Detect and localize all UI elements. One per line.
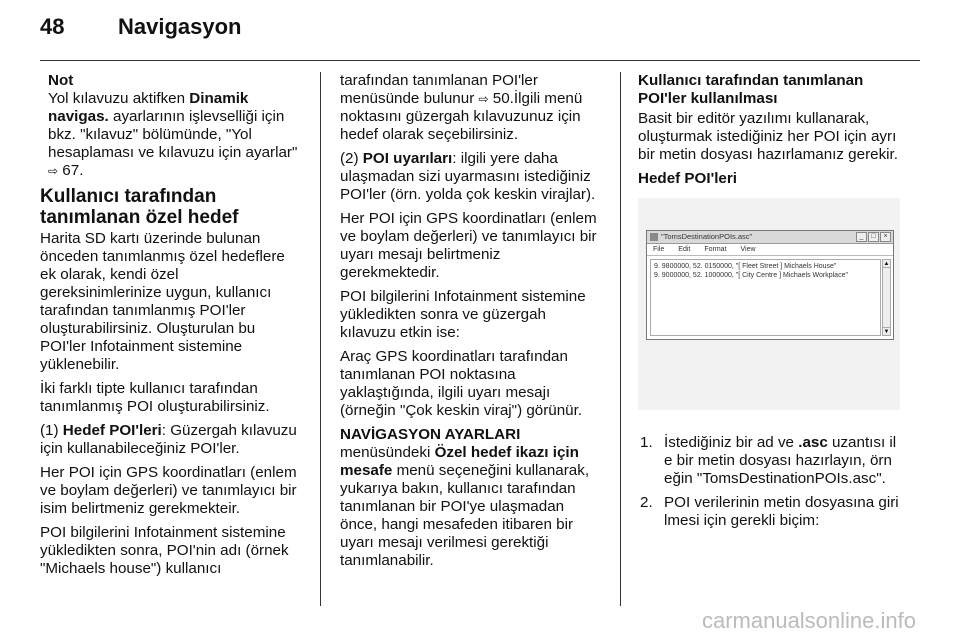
page-reference-link[interactable]: 67. (62, 162, 84, 179)
paragraph: Basit bir editör yazılımı kullanarak, oluşturmak istediğiniz her POI için ayrı bir metin dosyası hazırlamanız gerekir. (638, 110, 898, 163)
text-editor-screenshot-figure (638, 198, 900, 410)
note-text: Yol kılavuzu aktifken Dinamik navigas. ayarlarının işlevselliği için bkz. "kılavuz" bölümünde, "Yol hesaplaması ve kılavuzu için ayarlar" ⇨ 67. (48, 90, 298, 179)
steps-list (638, 434, 900, 530)
paragraph: Her POI için GPS koordinatları (enlem ve boylam değerleri) ve tanımlayıcı bir uyarı mesajı belirtmeniz gerekmektedir. (340, 210, 597, 281)
term-poi-warning-distance: Özel hedef ikazı için mesafe (340, 444, 579, 479)
maximize-icon: □ (868, 232, 879, 242)
paragraph: Harita SD kartı üzerinde bulunan önceden tanımlanmış özel hedeflere ek olarak, kendi özel gereksinimlerinize uygun, kullanıcı tarafından tanımlanmış POI'ler oluşturabilirsiniz. Oluşturulan bu POI'ler Infotainment sistemine yüklenebilir. (40, 230, 285, 373)
poi-line: 9. 9000000, 52. 1000000, "[ City Centre ] Michaels Workplace" (654, 272, 848, 279)
section-heading-custom-poi: Kullanıcı tarafından tanımlanan özel hedef (40, 186, 239, 228)
paragraph: Araç GPS koordinatları tarafından tanımlanan POI noktasına yaklaştığında, ilgili uyarı mesajı (örneğin "Çok keskin viraj") görünür. (340, 348, 583, 419)
page-reference-arrow-icon: ⇨ (48, 164, 59, 178)
menu-edit: Edit (678, 246, 691, 253)
term-poi-warnings: POI uyarıları (362, 150, 453, 167)
note-box (40, 72, 302, 180)
page-reference-arrow-icon: ⇨ (478, 92, 489, 106)
column-divider-1 (320, 72, 321, 606)
term-navigation-settings: NAVİGASYON AYARLARI (340, 426, 521, 443)
menu-file: File (653, 246, 665, 253)
page-reference-link[interactable]: 50. (492, 90, 514, 107)
column-1 (40, 72, 302, 584)
window-controls (856, 232, 891, 242)
paragraph: POI bilgilerini Infotainment sistemine yükledikten sonra, POI'nin adı (örnek "Michaels house") kullanıcı (40, 524, 289, 577)
page-number: 48 (40, 14, 65, 39)
page-header (40, 14, 242, 54)
paragraph: POI bilgilerini Infotainment sistemine yükledikten sonra ve güzergah kılavuzu etkin ise: (340, 288, 586, 341)
column-3 (638, 72, 900, 536)
term-destination-pois: Hedef POI'leri (62, 422, 162, 439)
section-title: Navigasyon (118, 14, 242, 39)
column-2 (340, 72, 602, 576)
poi-line: 9. 9800000, 52. 0150000, "[ Fleet Street ] Michaels House" (654, 263, 837, 270)
figure-heading: Hedef POI'leri (638, 170, 737, 187)
scroll-down-icon: ▼ (883, 329, 890, 335)
list-item: 1. İstediğiniz bir ad ve .asc uzantısı ile bir metin dosyası hazırlayın, örneğin "TomsDestinationPOIs.asc". (640, 434, 897, 487)
paragraph: (1) Hedef POI'leri: Güzergah kılavuzu için kullanabileceğiniz POI'ler. (40, 422, 297, 457)
editor-text-area (650, 259, 881, 336)
section-heading-using-pois: Kullanıcı tarafından tanımlanan POI'ler kullanılması (638, 72, 864, 107)
close-icon: × (880, 232, 891, 242)
paragraph: İki farklı tipte kullanıcı tarafından tanımlanmış POI oluşturabilirsiniz. (40, 380, 270, 415)
watermark: carmanualsonline.info (701, 608, 916, 633)
column-divider-2 (620, 72, 621, 606)
paragraph: NAVİGASYON AYARLARI menüsündeki Özel hedef ikazı için mesafe menü seçeneğini kullanarak, yukarıya bakın, kullanıcı tarafından tanımlanan bir POI'ye ulaşmadan önce, hangi mesafeden itibaren bir uyarı mesajı verilmesi gerektiği tanımlanabilir. (340, 426, 590, 569)
editor-window (646, 230, 894, 340)
menu-format: Format (704, 246, 727, 253)
editor-title: "TomsDestinationPOIs.asc" (661, 232, 753, 241)
header-divider (40, 60, 920, 61)
minimize-icon: _ (856, 232, 867, 242)
scroll-up-icon: ▲ (883, 261, 890, 267)
paragraph: Her POI için GPS koordinatları (enlem ve boylam değerleri) ve tanımlayıcı bir isim belirtmeniz gerekmekteir. (40, 464, 297, 517)
paragraph: (2) POI uyarıları: ilgili yere daha ulaşmadan sizi uyarmasını istediğiniz POI'ler (örn. yolda çok keskin virajlar). (340, 150, 596, 203)
editor-menu-bar (647, 244, 893, 256)
paragraph: tarafından tanımlanan POI'ler menüsünde bulunur ⇨ 50.İlgili menü noktasını güzergah kılavuzunuz için hedef olarak seçebilirsiniz. (340, 72, 583, 143)
editor-title-bar (647, 231, 893, 244)
note-title: Not (48, 72, 74, 89)
menu-view: View (740, 246, 756, 253)
list-item: 2. POI verilerinin metin dosyasına girilmesi için gerekli biçim: (640, 494, 899, 529)
editor-scrollbar (882, 259, 891, 336)
notepad-icon (650, 233, 658, 241)
